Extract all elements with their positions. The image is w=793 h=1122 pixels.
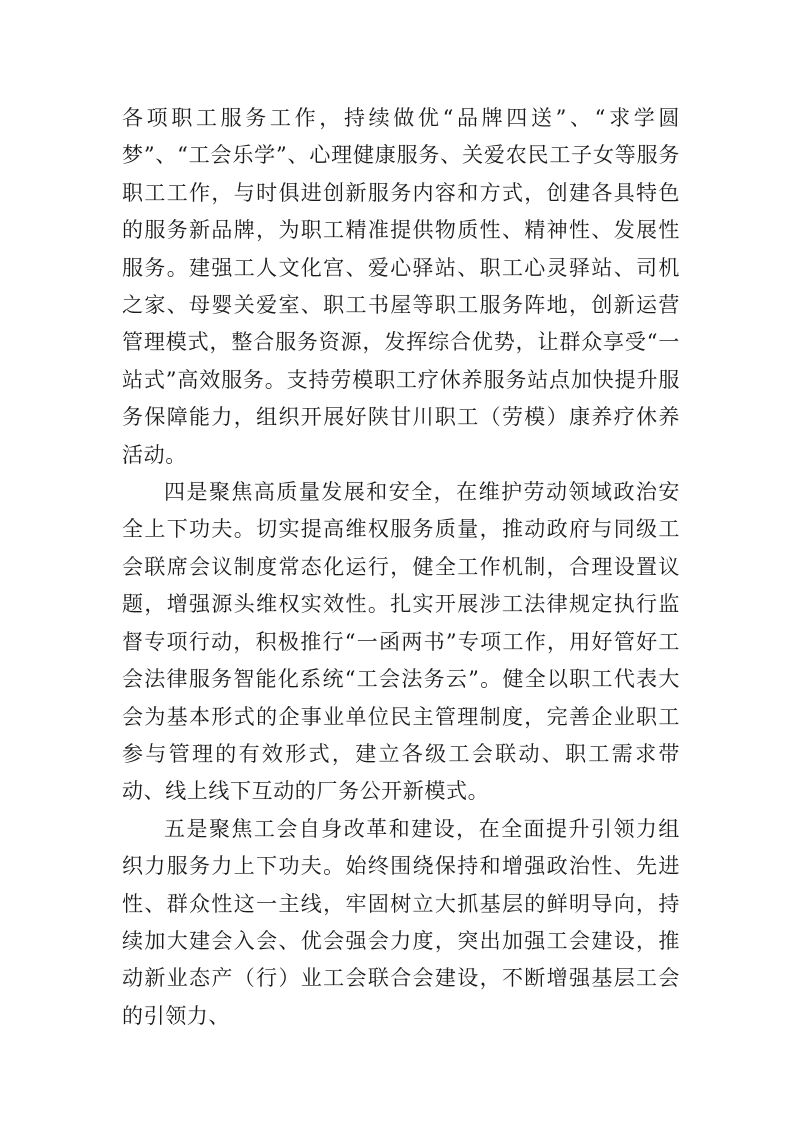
paragraph-point-five: 五是聚焦工会自身改革和建设，在全面提升引领力组织力服务力上下功夫。始终围绕保持和增强政治性、先进性、群众性这一主线，牢固树立大抓基层的鲜明导向，持续加大建会入会、优会强会力度，突出加强工会建设，推动新业态产（行）业工会联合会建设，不断增强基层工会的引领力、 xyxy=(122,816,680,1028)
paragraph-point-four: 四是聚焦高质量发展和安全，在维护劳动领域政治安全上下功夫。切实提高维权服务质量，推动政府与同级工会联席会议制度常态化运行，健全工作机制，合理设置议题，增强源头维权实效性。扎实开展涉工法律规定执行监督专项行动，积极推行“一函两书”专项工作，用好管好工会法律服务智能化系统“工会法务云”。健全以职工代表大会为基本形式的企事业单位民主管理制度，完善企业职工参与管理的有效形式，建立各级工会联动、职工需求带动、线上线下互动的厂务公开新模式。 xyxy=(122,480,680,804)
body-text xyxy=(122,100,680,1035)
paragraph-continuation: 各项职工服务工作，持续做优“品牌四送”、“求学圆梦”、“工会乐学”、心理健康服务、关爱农民工子女等服务职工工作，与时俱进创新服务内容和方式，创建各具特色的服务新品牌，为职工精准提供物质性、精神性、发展性服务。建强工人文化宫、爱心驿站、职工心灵驿站、司机之家、母婴关爱室、职工书屋等职工服务阵地，创新运营管理模式，整合服务资源，发挥综合优势，让群众享受“一站式”高效服务。支持劳模职工疗休养服务站点加快提升服务保障能力，组织开展好陕甘川职工（劳模）康养疗休养活动。 xyxy=(122,106,680,467)
